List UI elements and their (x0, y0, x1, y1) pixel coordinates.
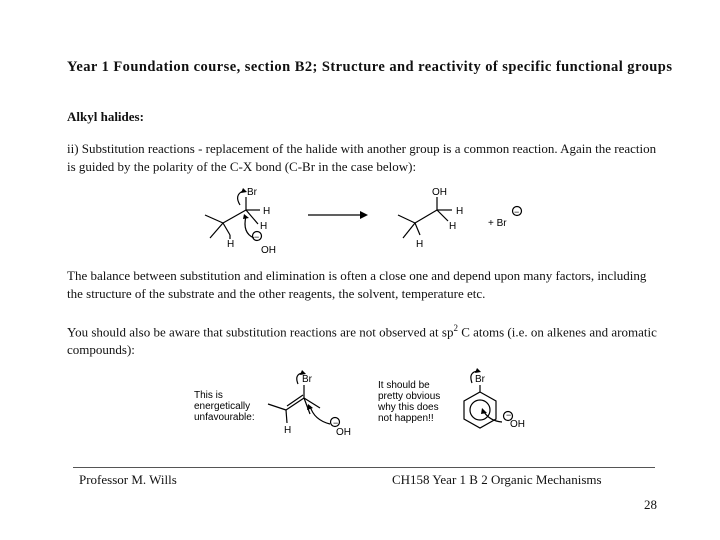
footer-course: CH158 Year 1 B 2 Organic Mechanisms (392, 472, 602, 487)
aromatic-circle (470, 400, 490, 420)
atom-label: H (260, 221, 268, 232)
bond (415, 210, 437, 223)
atom-label: H (284, 425, 292, 436)
bond (205, 215, 223, 223)
sp2-text-start: You should also be aware that substitution reactions are not observed at sp (67, 324, 454, 340)
arrow-head (243, 214, 249, 219)
arrow-head (475, 368, 481, 373)
bond (210, 223, 223, 238)
section-heading: Alkyl halides: (67, 109, 144, 124)
arrow-head (360, 211, 368, 219)
atom-label: H (456, 206, 464, 217)
charge-label: − (333, 418, 339, 428)
note-text: pretty obvious (378, 391, 441, 402)
paragraph-substitution: ii) Substitution reactions - replacement of the halide with another group is a common reaction. Again the reaction is guided by the polarity of the C-X bond (C-Br in the case below): (67, 141, 657, 174)
bond (223, 210, 246, 223)
page-title: Year 1 Foundation course, section B2; Structure and reactivity of specific functional groups (67, 59, 673, 75)
curly-arrow (238, 191, 243, 205)
charge-label: − (506, 410, 512, 420)
sp2-scheme (190, 366, 540, 441)
atom-label: Br (302, 374, 312, 385)
atom-label: H (227, 239, 235, 250)
sp2-superscript: 2 (453, 323, 458, 333)
byproduct-label: + Br (488, 218, 507, 229)
note-text: not happen!! (378, 413, 434, 424)
bond (268, 404, 286, 410)
bond (403, 223, 415, 238)
atom-label: H (263, 206, 271, 217)
note-text: It should be (378, 380, 430, 391)
paragraph-balance: The balance between substitution and elimination is often a close one and depend upon many factors, including the structure of the substrate and the other reagents, the solvent, temperature etc. (67, 268, 647, 301)
bond (398, 215, 415, 223)
charge-label: − (514, 207, 520, 217)
sp2-text-end: C atoms (i.e. on alkenes and aromatic compounds): (67, 324, 657, 358)
atom-label: OH (510, 419, 525, 430)
atom-label: OH (432, 187, 447, 198)
substitution-scheme (190, 183, 550, 258)
benzene-ring (464, 392, 496, 428)
paragraph-sp2 (67, 319, 657, 359)
arrow-head (307, 404, 313, 410)
atom-label: Br (475, 374, 485, 385)
atom-label: OH (336, 427, 351, 438)
footer-divider (73, 467, 655, 468)
note-text: energetically (194, 401, 251, 412)
bond (437, 210, 448, 221)
atom-label: Br (247, 187, 257, 198)
atom-label: H (449, 221, 457, 232)
bond (223, 223, 230, 235)
curly-arrow (310, 406, 330, 424)
footer-author: Professor M. Wills (79, 472, 177, 487)
charge-label: − (254, 232, 260, 242)
note-text: unfavourable: (194, 412, 255, 423)
note-text: why this does (378, 402, 439, 413)
arrow-head (481, 408, 487, 414)
atom-label: OH (261, 245, 276, 256)
note-text: This is (194, 390, 223, 401)
atom-label: H (416, 239, 424, 250)
bond (286, 410, 287, 423)
page-number: 28 (644, 497, 657, 512)
bond (415, 223, 420, 235)
bond (246, 210, 258, 224)
